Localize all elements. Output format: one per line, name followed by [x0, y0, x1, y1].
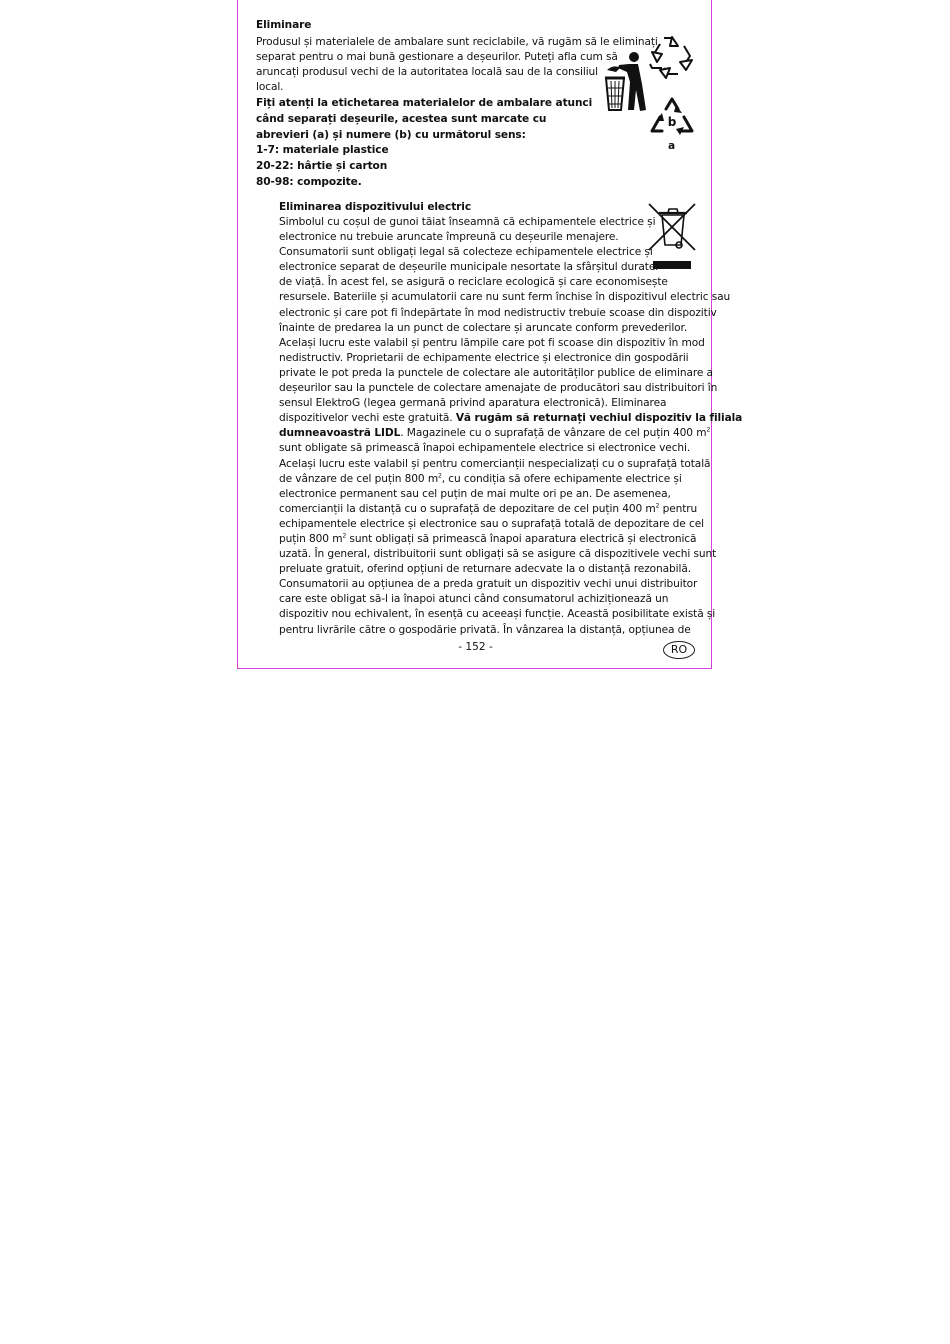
text-line: electronice separat de deșeurile municipale nesortate la sfârșitul duratei — [279, 261, 659, 274]
text-line: 20-22: hârtie și carton — [256, 160, 388, 173]
text-fragment: de vânzare de cel puțin 800 m — [279, 472, 439, 485]
text-line: înainte de predarea la un punct de colectare și aruncate conform prevederilor. — [279, 321, 688, 334]
superscript: 2 — [438, 472, 442, 480]
text-line: Același lucru este valabil și pentru comercianții nespecializați cu o suprafață totală — [279, 457, 711, 470]
text-fragment: , cu condiția să ofere echipamente electrice și — [441, 472, 682, 485]
text-line: nedistructiv. Proprietarii de echipamente electrice și electronice din gospodării — [279, 351, 689, 364]
text-line: private le pot preda la punctele de colectare ale autorităților publice de eliminare a — [279, 366, 713, 379]
language-badge: RO — [663, 641, 695, 659]
tidyman-icon — [602, 50, 652, 114]
return-notice-bold: Vă rugăm să returnați vechiul dispozitiv la filiala — [455, 412, 743, 425]
text-line: local. — [256, 81, 284, 94]
text-line: Fiți atenți la etichetarea materialelor de ambalare atunci — [256, 97, 593, 109]
text-line: Consumatorii au opțiunea de a preda gratuit un dispozitiv vechi unui distribuitor — [279, 578, 698, 591]
text-line: aruncați produsul vechi de la autoritatea locală sau de la consiliul — [256, 66, 599, 79]
text-fragment: . Magazinele cu o suprafață de vânzare de cel puțin 400 m — [400, 427, 707, 440]
text-line: electronice nu trebuie aruncate împreună cu deșeurile menajere. — [279, 231, 619, 244]
text-line: de viață. În acest fel, se asigură o reciclare ecologică și care economisește — [279, 276, 668, 289]
text-line: electronic și care pot fi îndepărtate în mod nedistructiv trebuie scoase din dispozitiv — [279, 306, 717, 319]
return-notice-bold: dumneavoastră LIDL — [279, 427, 401, 440]
section-title-disposal: Eliminare — [256, 19, 312, 31]
text-line: uzată. În general, distribuitorii sunt obligați să se asigure că dispozitivele vechi sunt — [279, 548, 717, 561]
text-fragment: pentru — [659, 502, 698, 515]
packaging-marking-notice — [256, 96, 616, 191]
recycle-label-b: b — [667, 115, 677, 129]
text-line: abrevieri (a) și numere (b) cu următorul sens: — [256, 128, 526, 141]
text-fragment: puțin 800 m — [279, 532, 343, 545]
text-line: care este obligat să-l ia înapoi atunci când consumatorul achiziționează un — [279, 593, 669, 606]
text-line: Același lucru este valabil și pentru lămpile care pot fi scoase din dispozitiv în mod — [279, 336, 705, 349]
text-line: Produsul și materialele de ambalare sunt reciclabile, vă rugăm să le eliminați — [256, 36, 658, 48]
text-line — [279, 472, 695, 487]
text-line — [279, 426, 711, 441]
text-fragment: comercianții la distanță cu o suprafață de depozitare de cel puțin 400 m — [279, 502, 656, 515]
text-line: deșeurilor sau la punctele de colectare amenajate de producători sau distribuitori în — [279, 382, 718, 395]
recycle-triangle-icon — [648, 95, 696, 137]
text-line: preluate gratuit, oferind opțiuni de returnare adecvate la o distanță rezonabilă. — [279, 563, 692, 576]
text-line: resursele. Bateriile și acumulatorii care nu sunt ferm închise în dispozitivul electric sau — [279, 291, 731, 304]
text-line: sensul ElektroG (legea germană privind aparatura electronică). Eliminarea — [279, 397, 667, 410]
text-line: echipamentele electrice și electronice sau o suprafață totală de depozitare de cel — [279, 517, 704, 530]
text-line: electronice permanent sau cel puțin de mai multe ori pe an. De asemenea, — [279, 487, 671, 500]
superscript: 2 — [706, 426, 711, 434]
section-title-electric-disposal: Eliminarea dispozitivului electric — [279, 201, 472, 213]
text-line: 1-7: materiale plastice — [256, 144, 389, 157]
electric-disposal-paragraph — [279, 215, 743, 638]
text-line: când separați deșeurile, acestea sunt marcate cu — [256, 112, 547, 125]
manual-page — [237, 0, 743, 669]
text-line — [279, 532, 695, 547]
text-line: dispozitiv nou echivalent, în esență cu aceeași funcție. Această posibilitate există și — [279, 608, 716, 621]
text-line: sunt obligate să primească înapoi echipamentele electrice si electronice vechi. — [279, 442, 691, 455]
text-fragment: sunt obligați să primească înapoi aparatura electrică și electronică — [346, 532, 697, 545]
disposal-paragraph — [256, 35, 658, 95]
text-line: Simbolul cu coșul de gunoi tăiat înseamnă că echipamentele electrice și — [279, 216, 656, 228]
superscript: 2 — [655, 502, 660, 510]
recycle-arrows-icon — [648, 34, 696, 80]
recycle-label-a: a — [668, 140, 676, 152]
text-line: separat pentru o mai bună gestionare a deșeurilor. Puteți afla cum să — [256, 51, 618, 64]
text-line — [279, 502, 698, 517]
text-line: pentru livrările către o gospodărie privată. În vânzarea la distanță, opțiunea de — [279, 623, 691, 636]
page-number: - 152 - — [458, 641, 493, 653]
text-line: Consumatorii sunt obligați legal să colecteze echipamentele electrice și — [279, 246, 653, 259]
text-fragment: dispozitivelor vechi este gratuită. — [279, 412, 456, 425]
text-line — [279, 411, 743, 426]
text-line: 80-98: compozite. — [256, 175, 362, 188]
superscript: 2 — [342, 532, 347, 540]
